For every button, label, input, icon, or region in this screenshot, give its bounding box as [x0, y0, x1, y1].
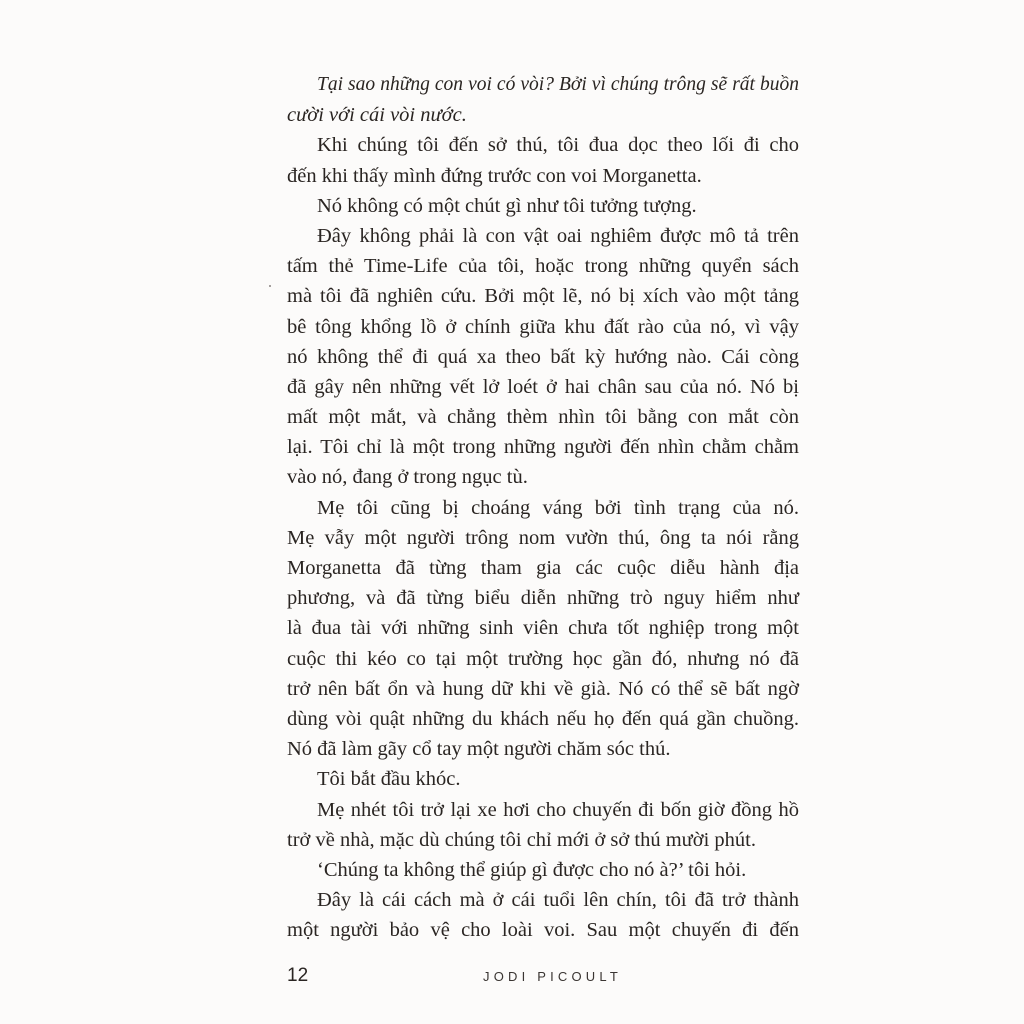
text-line: Mẹ tôi cũng bị choáng váng bởi tình trạng của nó. — [317, 496, 799, 519]
text-line: bê tông khổng lồ ở chính giữa khu đất rào của nó, vì vậy — [287, 315, 799, 338]
text-line: đã gây nên những vết lở loét ở hai chân sau của nó. Nó bị — [287, 375, 799, 398]
text-line: Đây là cái cách mà ở cái tuổi lên chín, tôi đã trở thành — [317, 889, 799, 912]
text-line: Mẹ nhét tôi trở lại xe hơi cho chuyến đi bốn giờ đồng hồ — [317, 798, 799, 821]
text-line: Khi chúng tôi đến sở thú, tôi đua dọc theo lối đi cho — [317, 134, 799, 157]
text-line: Morganetta đã từng tham gia các cuộc diễu hành địa — [287, 557, 799, 579]
body-text — [287, 70, 799, 945]
text-line: phương, và đã từng biểu diễn những trò nguy hiểm như — [287, 587, 799, 610]
text-line: Nó không có một chút gì như tôi tưởng tượng. — [317, 194, 697, 217]
text-line: Tại sao những con voi có vòi? Bởi vì chúng trông sẽ rất buồn — [317, 74, 799, 95]
paper-speck — [269, 285, 271, 287]
text-line: Đây không phải là con vật oai nghiêm được mô tả trên — [317, 224, 799, 247]
text-line: Mẹ vẫy một người trông nom vườn thú, ông ta nói rằng — [287, 526, 799, 549]
text-line: Nó đã làm gãy cổ tay một người chăm sóc thú. — [287, 738, 671, 761]
text-line: mất một mắt, và chẳng thèm nhìn tôi bằng con mắt còn — [287, 406, 799, 429]
text-line: tấm thẻ Time-Life của tôi, hoặc trong những quyển sách — [287, 255, 799, 278]
text-line: cười với cái vòi nước. — [287, 104, 467, 127]
text-line: vào nó, đang ở trong ngục tù. — [287, 466, 528, 489]
text-line: đến khi thấy mình đứng trước con voi Morganetta. — [287, 164, 702, 187]
running-head-author: JODI PICOULT — [483, 969, 623, 984]
text-line: lại. Tôi chỉ là một trong những người đến nhìn chằm chằm — [287, 436, 799, 459]
text-line: trở nên bất ổn và hung dữ khi về già. Nó có thể sẽ bất ngờ — [287, 677, 799, 700]
text-line: Tôi bắt đầu khóc. — [317, 768, 461, 791]
text-line: là đua tài với những sinh viên chưa tốt nghiệp trong một — [287, 617, 799, 640]
text-line: dùng vòi quật những du khách nếu họ đến quá gần chuồng. — [287, 707, 799, 730]
text-line: nó không thể đi quá xa theo bất kỳ hướng nào. Cái còng — [287, 345, 799, 368]
text-line: cuộc thi kéo co tại một trường học gần đó, nhưng nó đã — [287, 647, 799, 670]
text-line: mà tôi đã nghiên cứu. Bởi một lẽ, nó bị xích vào một tảng — [287, 285, 799, 308]
page-footer — [287, 965, 799, 995]
text-line: ‘Chúng ta không thể giúp gì được cho nó à?’ tôi hỏi. — [317, 858, 747, 881]
text-line: một người bảo vệ cho loài voi. Sau một chuyến đi đến — [287, 919, 799, 942]
page-number: 12 — [287, 965, 309, 986]
text-line: trở về nhà, mặc dù chúng tôi chỉ mới ở sở thú mười phút. — [287, 828, 756, 851]
